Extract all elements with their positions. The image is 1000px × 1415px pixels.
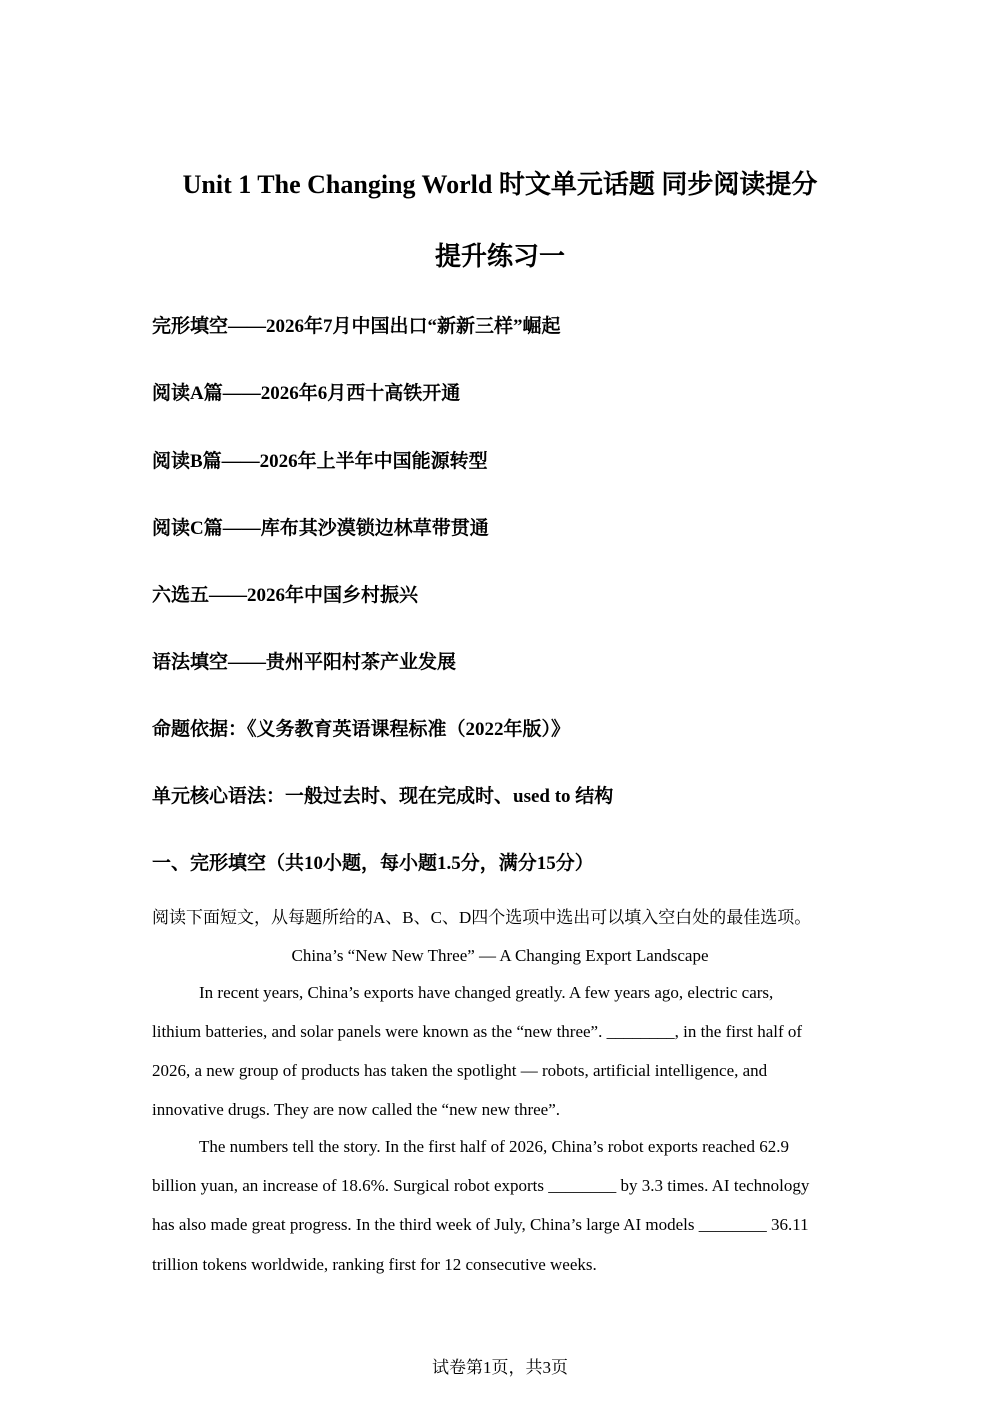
passage-line: In recent years, China’s exports have changed greatly. A few years ago, electric cars,: [199, 983, 774, 1002]
toc-item-reading-a: 阅读A篇——2026年6月西十高铁开通: [152, 383, 461, 404]
passage-line: 2026, a new group of products has taken the spotlight — robots, artificial intelligence, and: [152, 1061, 768, 1080]
passage-line: lithium batteries, and solar panels were known as the “new three”. ________, in the first half of: [152, 1022, 803, 1041]
toc-item-cloze: 完形填空——2026年7月中国出口“新新三样”崛起: [152, 316, 561, 337]
page-footer: 试卷第1页，共3页: [432, 1358, 568, 1377]
toc-item-grammar-fill: 语法填空——贵州平阳村茶产业发展: [152, 652, 457, 673]
passage-line: has also made great progress. In the third week of July, China’s large AI models ________ 36.11: [152, 1215, 809, 1234]
document-title: Unit 1 The Changing World 时文单元话题 同步阅读提分: [182, 170, 818, 199]
passage-line: billion yuan, an increase of 18.6%. Surgical robot exports ________ by 3.3 times. AI technology: [152, 1176, 810, 1195]
passage-line: trillion tokens worldwide, ranking first for 12 consecutive weeks.: [152, 1255, 597, 1274]
core-grammar-line: 单元核心语法：一般过去时、现在完成时、used to 结构: [152, 786, 614, 807]
toc-item-reading-b: 阅读B篇——2026年上半年中国能源转型: [152, 451, 488, 472]
instruction-text: 阅读下面短文，从每题所给的A、B、C、D四个选项中选出可以填入空白处的最佳选项。: [152, 908, 812, 927]
passage-title: China’s “New New Three” — A Changing Export Landscape: [291, 946, 709, 965]
passage-line: innovative drugs. They are now called the “new new three”.: [152, 1100, 560, 1119]
toc-item-reading-c: 阅读C篇——库布其沙漠锁边林草带贯通: [152, 518, 489, 539]
basis-line: 命题依据：《义务教育英语课程标准（2022年版）》: [152, 719, 571, 740]
document-subtitle: 提升练习一: [434, 242, 565, 271]
passage-line: The numbers tell the story. In the first half of 2026, China’s robot exports reached 62.9: [199, 1137, 789, 1156]
toc-item-six-choose-five: 六选五——2026年中国乡村振兴: [152, 585, 419, 606]
section-heading-cloze: 一、完形填空（共10小题，每小题1.5分，满分15分）: [152, 853, 594, 874]
